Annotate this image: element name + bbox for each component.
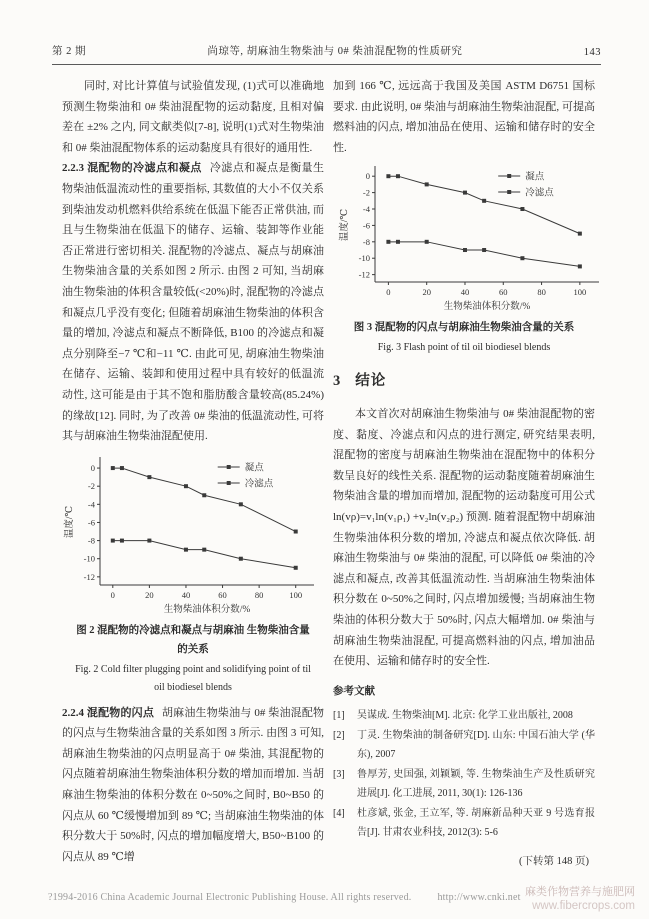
svg-text:20: 20	[422, 287, 431, 298]
svg-text:-4: -4	[87, 499, 95, 510]
conclusion-body: 本文首次对胡麻油生物柴油与 0# 柴油混配物的密度、黏度、冷滤点和闪点的进行测定, 研究结果表明, 混配物的密度与胡麻油生物柴油在混配物中的体积分数呈良好的线性关系. 混配物的运动黏度随着胡麻油生物柴油含量的增加而增加, 混配物的运动黏度可用公式 ln(vρ)=v₁ln(v₁ρ₁) +v₂ln(v₂ρ₂) 预测. 随着混配物中胡麻油生物柴油体积分数的增加, 冷滤点和凝点依次降低. 胡麻油生物柴油与 0# 柴油的混配, 可以降低 0# 柴油的冷滤点和凝点, 改善其低温流动性. 当胡麻油生物柴油体积分数在 0~50%之间时, 闪点增加缓慢; 当胡麻油生物柴油的体积分数大于 50%时, 闪点大幅增加. 0# 柴油与胡麻油生物柴油混配, 可提高燃料油的闪点, 增加油品在使用、运输和储存时的安全性.	[333, 407, 595, 668]
svg-text:20: 20	[145, 589, 154, 600]
svg-text:生物柴油体积分数/%: 生物柴油体积分数/%	[443, 302, 531, 313]
svg-text:冷滤点: 冷滤点	[244, 479, 274, 490]
section-2-2-3	[62, 158, 324, 446]
svg-text:80: 80	[537, 287, 546, 298]
reference-number: [1]	[333, 710, 345, 722]
svg-text:-12: -12	[83, 571, 95, 582]
svg-text:凝点: 凝点	[525, 172, 545, 183]
running-title: 尚琼等, 胡麻油生物柴油与 0# 柴油混配物的性质研究	[207, 46, 463, 57]
svg-text:40: 40	[181, 589, 191, 600]
journal-issue: 第 2 期	[52, 46, 86, 57]
svg-text:温度/℃: 温度/℃	[340, 209, 350, 242]
watermark-url: www.fibercrops.com	[532, 900, 635, 912]
figure3-chart	[337, 160, 609, 316]
svg-text:-12: -12	[358, 269, 370, 280]
reference-text: 吴谋成. 生物柴油[M]. 北京: 化学工业出版社, 2008	[357, 710, 573, 722]
page-header	[52, 34, 601, 65]
continued-note: (下转第 148 页)	[519, 855, 589, 867]
right-column	[333, 76, 595, 872]
section-2-2-4	[62, 703, 324, 868]
references-list	[333, 706, 595, 843]
section-2-2-4-heading: 2.2.4 混配物的闪点	[62, 706, 154, 719]
svg-text:-6: -6	[87, 517, 95, 528]
svg-text:-6: -6	[362, 220, 370, 231]
conclusion-number: 3	[333, 373, 342, 390]
svg-text:100: 100	[289, 589, 303, 600]
conclusion-title: 结论	[355, 373, 387, 390]
svg-text:60: 60	[499, 287, 508, 298]
conclusion-heading	[333, 371, 595, 392]
svg-text:温度/℃: 温度/℃	[65, 505, 75, 538]
svg-text:40: 40	[460, 287, 470, 298]
reference-number: [4]	[333, 807, 345, 819]
svg-text:-8: -8	[362, 237, 370, 248]
footer-copyright	[48, 892, 608, 903]
svg-text:-2: -2	[362, 187, 370, 198]
paragraph-flashpoint-cont: 加到 166 ℃, 远远高于我国及美国 ASTM D6751 国标要求. 由此说明, 0# 柴油与胡麻油生物柴油混配, 可提高燃料油的闪点, 增加油品在使用、运输和储存时的安全性.	[333, 80, 595, 154]
svg-text:60: 60	[218, 589, 227, 600]
reference-number: [3]	[333, 768, 345, 780]
reference-text: 丁灵. 生物柴油的制备研究[D]. 山东: 中国石油大学 (华东), 2007	[357, 729, 595, 761]
section-2-2-4-body: 胡麻油生物柴油与 0# 柴油混配物的闪点与生物柴油含量的关系如图 3 所示. 由图 3 可知, 胡麻油生物柴油的闪点明显高于 0# 柴油, 其混配物的闪点随着胡麻油生物柴油体积分数的增加而增加. 当胡麻油生物柴油的体积分数在 0~50%之间时, B0~B50 的闪点从 60 ℃缓慢增加到 89 ℃; 当胡麻油生物柴油的体积分数大于 50%时, 闪点的增加幅度增大, B50~B100 的闪点从 89 ℃增	[62, 706, 324, 863]
svg-text:0: 0	[386, 287, 391, 298]
paragraph-viscosity: 同时, 对比计算值与试验值发现, (1)式可以准确地预测生物柴油和 0# 柴油混配物的运动黏度, 且相对偏差在 ±2% 之内, 同文献类似[7-8], 说明(1)式对生物柴油和 0# 柴油混配物体系的运动黏度具有很好的通用性.	[62, 80, 324, 154]
reference-item	[333, 765, 595, 804]
svg-text:80: 80	[254, 589, 264, 600]
reference-text: 杜彦斌, 张金, 王立军, 等. 胡麻新品种天亚 9 号选育报告[J]. 甘肃农业科技, 2012(3): 5-6	[357, 807, 595, 839]
reference-item	[333, 706, 595, 726]
svg-text:冷滤点: 冷滤点	[525, 188, 554, 199]
reference-text: 鲁厚芳, 史国强, 刘颖颖, 等. 生物柴油生产及性质研究进展[J]. 化工进展, 2011, 30(1): 126-136	[357, 768, 595, 800]
svg-text:0: 0	[110, 589, 115, 600]
reference-item	[333, 804, 595, 843]
svg-text:-8: -8	[87, 535, 95, 546]
watermark	[525, 885, 635, 913]
svg-text:生物柴油体积分数/%: 生物柴油体积分数/%	[163, 604, 251, 615]
figure2-caption-zh: 图 2 混配物的冷滤点和凝点与胡麻油 生物柴油含量的关系	[76, 624, 310, 655]
svg-text:100: 100	[573, 287, 587, 298]
reference-number: [2]	[333, 729, 345, 741]
copyright-text: ?1994-2016 China Academic Journal Electronic Publishing House. All rights reserved.	[48, 892, 412, 903]
watermark-name: 麻类作物营养与施肥网	[525, 886, 635, 898]
figure2-caption-en: Fig. 2 Cold filter plugging point and solidifying point of til oil biodiesel blends	[75, 663, 311, 693]
page-number: 143	[583, 47, 601, 58]
figure3-caption-en: Fig. 3 Flash point of til oil biodiesel blends	[377, 342, 551, 354]
figure2-chart	[62, 451, 324, 619]
svg-text:0: 0	[90, 462, 95, 473]
references-heading: 参考文献	[333, 685, 375, 697]
svg-text:-2: -2	[87, 480, 95, 491]
svg-text:凝点: 凝点	[244, 463, 264, 474]
left-column	[62, 76, 324, 867]
svg-text:-4: -4	[362, 204, 370, 215]
svg-text:-10: -10	[83, 553, 95, 564]
reference-item	[333, 726, 595, 765]
figure3-caption-zh: 图 3 混配物的闪点与胡麻油生物柴油含量的关系	[353, 322, 575, 334]
section-2-2-3-body: 冷滤点和凝点是衡量生物柴油低温流动性的重要指标, 其数值的大小不仅关系到柴油发动机燃料供给系统在低温下能否正常供油, 而且与生物柴油在低温下的储存、运输、装卸等作业能否正常进行密切相关. 混配物的冷滤点、凝点与胡麻油生物柴油含量的关系如图 2 所示. 由图 2 可知, 当胡麻油生物柴油的体积含量较低(<20%)时, 混配物的冷滤点和凝点几乎没有变化; 但随着胡麻油生物柴油的体积含量的增加, 冷滤点和凝点不断降低, B100 的冷滤点和凝点分别降至−7 ℃和−11 ℃. 由此可见, 胡麻油生物柴油在储存、运输、装卸和使用过程中具有较好的低温流动性, 这可能是由于其不饱和脂肪酸含量较高(85.24%)的缘故[12]. 同时, 为了改善 0# 柴油的低温流动性, 可将其与胡麻油生物柴油混配使用.	[62, 162, 325, 443]
cnki-url: http://www.cnki.net	[437, 892, 521, 903]
section-2-2-3-heading: 2.2.3 混配物的冷滤点和凝点	[62, 162, 202, 175]
svg-text:-10: -10	[358, 253, 370, 264]
svg-text:0: 0	[365, 171, 370, 182]
